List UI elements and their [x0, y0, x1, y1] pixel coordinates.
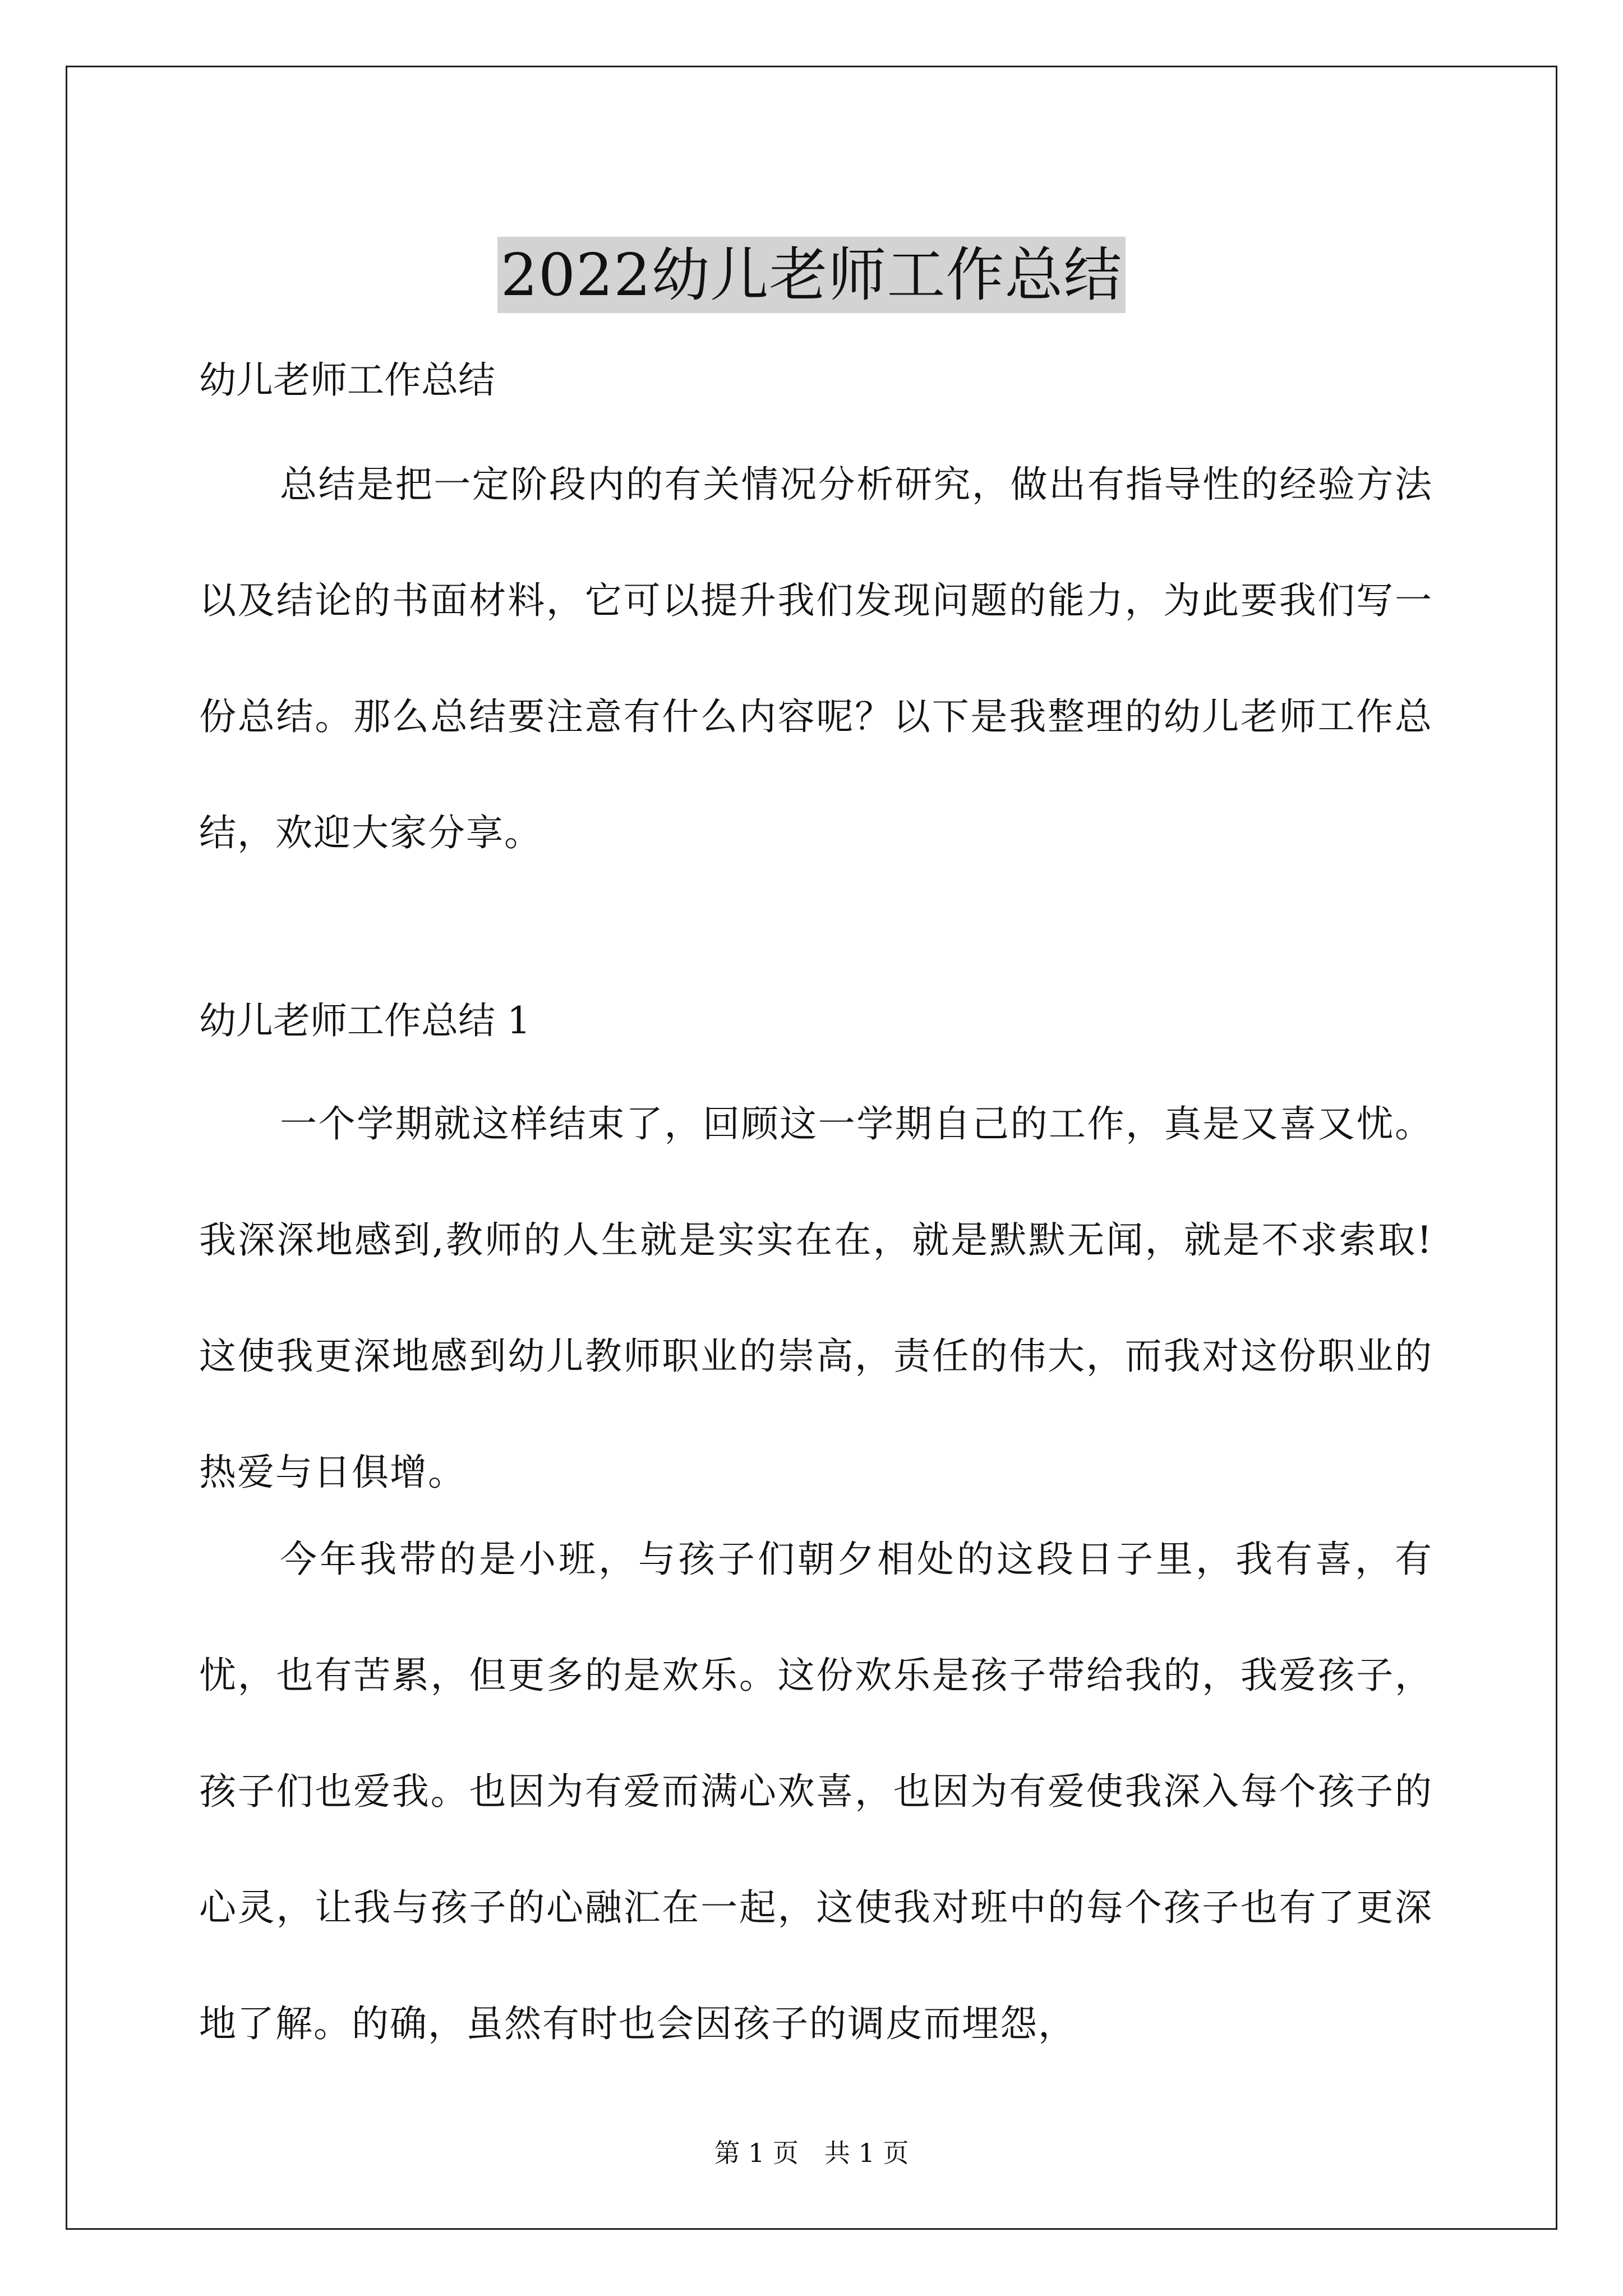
- section-1-paragraph-2: 今年我带的是小班，与孩子们朝夕相处的这段日子里，我有喜，有忧，也有苦累，但更多的是欢乐。这份欢乐是孩子带给我的，我爱孩子，孩子们也爱我。也因为有爱而满心欢喜，也因为有爱使我深入每个孩子的心灵，让我与孩子的心融汇在一起，这使我对班中的每个孩子也有了更深地了解。的确，虽然有时也会因孩子的调皮而埋怨，: [199, 1538, 1433, 2045]
- document-subtitle: 幼儿老师工作总结: [199, 358, 495, 402]
- intro-paragraph: 总结是把一定阶段内的有关情况分析研究，做出有指导性的经验方法以及结论的书面材料，它可以提升我们发现问题的能力，为此要我们写一份总结。那么总结要注意有什么内容呢？以下是我整理的幼儿老师工作总结，欢迎大家分享。: [199, 463, 1433, 854]
- document-title: 2022幼儿老师工作总结: [497, 237, 1126, 313]
- section-1-paragraph-1: 一个学期就这样结束了，回顾这一学期自己的工作，真是又喜又忧。我深深地感到,教师的人生就是实实在在，就是默默无闻，就是不求索取!这使我更深地感到幼儿教师职业的崇高，责任的伟大，而我对这份职业的热爱与日俱增。: [199, 1102, 1433, 1494]
- page-footer: 第 1 页 共 1 页: [714, 2138, 909, 2168]
- section-1-heading: 幼儿老师工作总结 1: [199, 999, 531, 1042]
- title-container: [0, 197, 1623, 352]
